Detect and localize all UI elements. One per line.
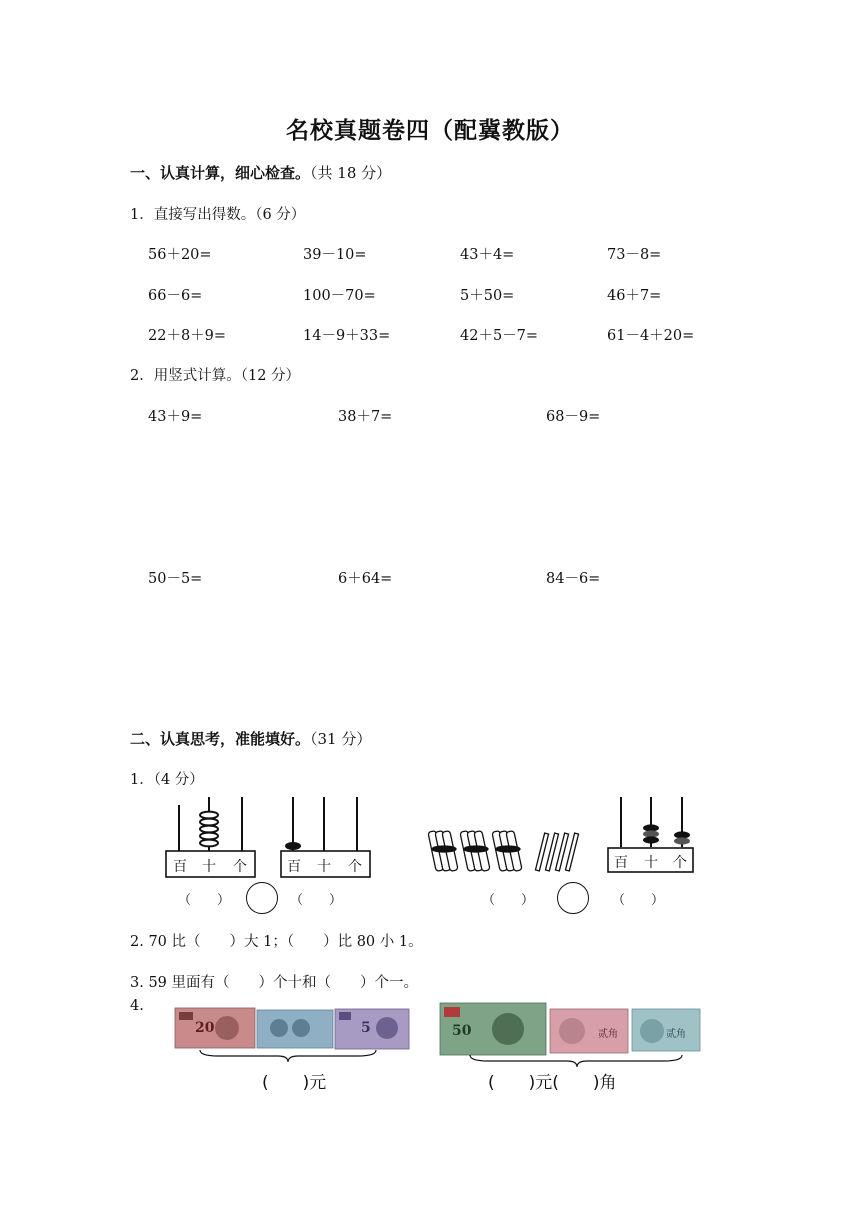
- single-sticks: [535, 833, 578, 871]
- abacus-3-label-hundreds: 百: [614, 855, 628, 871]
- right-banknotes-drawing: [440, 1001, 702, 1057]
- abacus-2-label-tens: 十: [317, 859, 331, 875]
- s2-q3: 3. 59 里面有（ ）个十和（ ）个一。: [130, 975, 419, 991]
- abacus-3-label-tens: 十: [644, 855, 658, 871]
- vert-r2-c1: 50－5=: [148, 571, 203, 587]
- compare-circle-1[interactable]: [246, 882, 278, 914]
- eq-r1-c4: 73－8=: [607, 247, 662, 263]
- abacus-1-label-ones: 个: [233, 859, 247, 875]
- bundle-3: [492, 831, 522, 872]
- vert-r1-c3: 68－9=: [546, 409, 601, 425]
- s1-q1-label: 1．直接写出得数。（6 分）: [130, 207, 306, 223]
- left-brace: [198, 1048, 378, 1064]
- abacus-1: [165, 795, 257, 880]
- page-title: 名校真题卷四（配冀教版）: [286, 117, 574, 144]
- eq-r2-c3: 5＋50=: [460, 288, 515, 304]
- eq-r1-c1: 56＋20=: [148, 247, 212, 263]
- abacus-1-label-hundreds: 百: [173, 859, 187, 875]
- bundle-2: [460, 831, 490, 872]
- abacus-1-label-tens: 十: [202, 859, 216, 875]
- eq-r3-c4: 61－4＋20=: [607, 328, 695, 344]
- abacus-2: [280, 795, 372, 880]
- vert-r1-c1: 43＋9=: [148, 409, 203, 425]
- section2-title: 二、认真思考，准能填好。: [130, 730, 311, 748]
- compare-circle-2[interactable]: [557, 882, 589, 914]
- abacus-2-label-ones: 个: [348, 859, 362, 875]
- eq-r2-c1: 66－6=: [148, 288, 203, 304]
- eq-r3-c2: 14－9＋33=: [303, 328, 391, 344]
- eq-r2-c4: 46＋7=: [607, 288, 662, 304]
- bundle-1: [428, 831, 458, 872]
- note-50-value: 50: [452, 1023, 472, 1039]
- right-money-answer[interactable]: ( )元( )角: [488, 1073, 617, 1093]
- left-banknotes: [175, 1006, 411, 1052]
- vert-r2-c3: 84－6=: [546, 571, 601, 587]
- s2-q1-label: 1．（4 分）: [130, 772, 204, 788]
- section1-title: 一、认真计算，细心检查。: [130, 164, 311, 182]
- abacus-2-label-hundreds: 百: [287, 859, 301, 875]
- section1-heading: [130, 162, 391, 183]
- s2-q4-label: 4.: [130, 998, 144, 1014]
- answer-blank-1[interactable]: （ ）: [178, 893, 231, 908]
- note-2jiao-b-value: 贰角: [666, 1029, 686, 1040]
- right-brace: [468, 1053, 686, 1069]
- vert-r1-c2: 38＋7=: [338, 409, 393, 425]
- s1-q2-label: 2．用竖式计算。（12 分）: [130, 368, 301, 384]
- s2-q2: 2. 70 比（ ）大 1；（ ）比 80 小 1。: [130, 934, 423, 950]
- right-banknotes: [440, 1001, 702, 1057]
- abacus-3-label-ones: 个: [673, 855, 687, 871]
- answer-blank-4[interactable]: （ ）: [612, 893, 665, 908]
- section2-points: （31 分）: [310, 730, 372, 748]
- answer-blank-2[interactable]: （ ）: [290, 893, 343, 908]
- abacus-3: [607, 795, 699, 880]
- section2-heading: [130, 728, 371, 749]
- eq-r1-c2: 39－10=: [303, 247, 367, 263]
- answer-blank-3[interactable]: （ ）: [482, 893, 535, 908]
- eq-r1-c3: 43＋4=: [460, 247, 515, 263]
- eq-r3-c1: 22＋8＋9=: [148, 328, 227, 344]
- stick-bundles-drawing: [428, 825, 588, 875]
- note-20-value: 20: [195, 1020, 215, 1036]
- left-money-answer[interactable]: ( )元: [262, 1073, 327, 1093]
- section1-points: （共 18 分）: [310, 164, 392, 182]
- vert-r2-c2: 6＋64=: [338, 571, 393, 587]
- stick-bundles: [428, 825, 588, 875]
- eq-r2-c2: 100－70=: [303, 288, 376, 304]
- note-2jiao-a-value: 贰角: [598, 1029, 618, 1040]
- note-5-value: 5: [361, 1020, 371, 1036]
- eq-r3-c3: 42＋5－7=: [460, 328, 539, 344]
